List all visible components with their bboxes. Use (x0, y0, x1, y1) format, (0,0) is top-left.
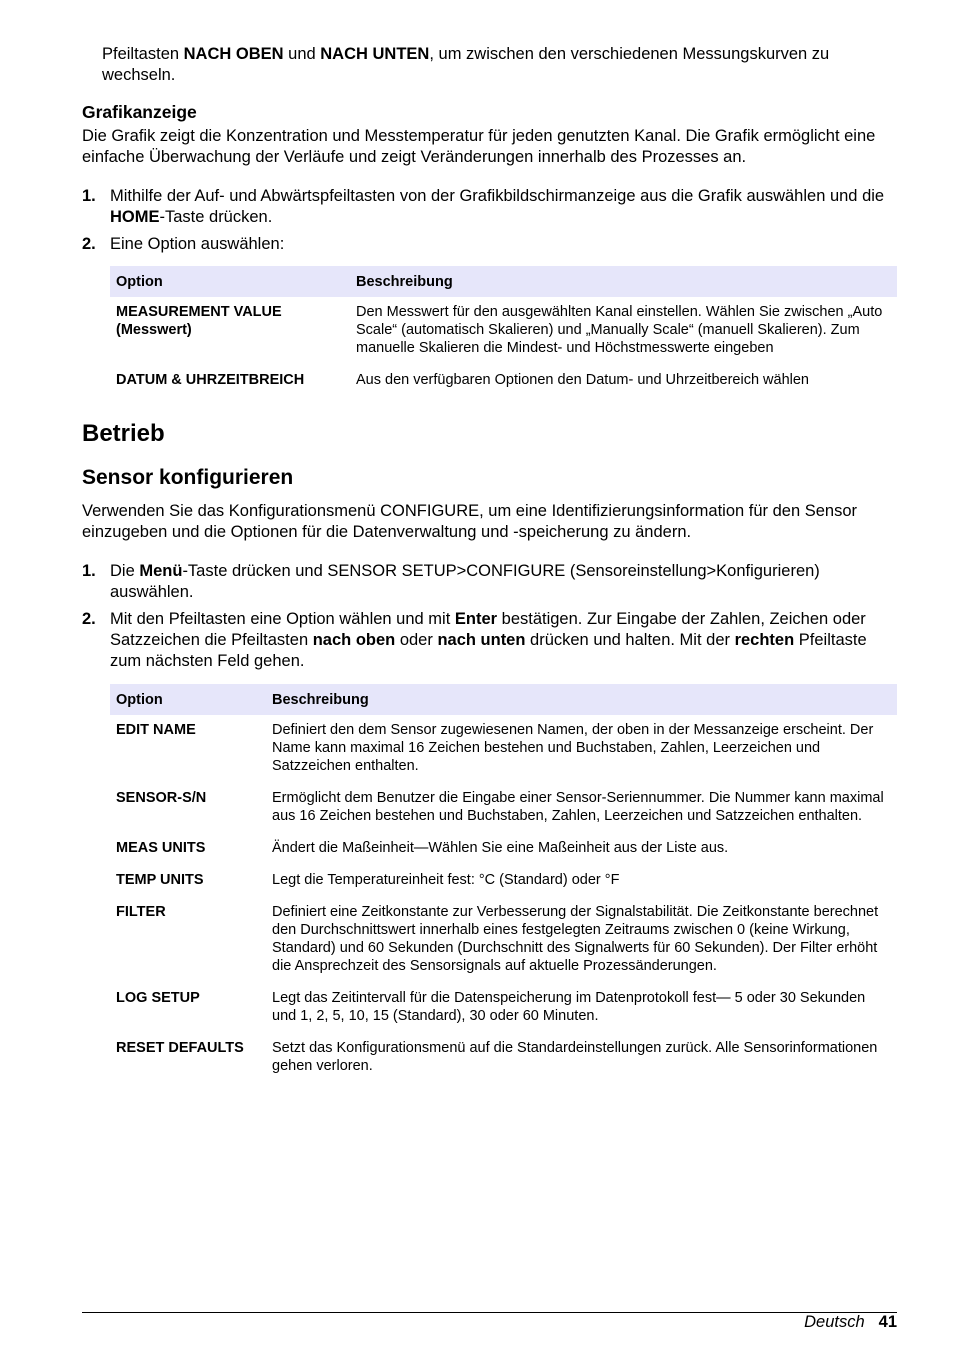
table-row (110, 865, 897, 897)
graph-options-table (110, 266, 897, 397)
page-number: 41 (878, 1313, 897, 1331)
option-cell: SENSOR-S/N (116, 790, 207, 806)
table-header-row (110, 266, 897, 297)
description-cell: Legt die Temperatureinheit fest: °C (Standard) oder °F (272, 872, 620, 888)
description-cell: Den Messwert für den ausgewählten Kanal einstellen. Wählen Sie zwischen „Auto Scale“ (automatisch Skalieren) und „Manually Scale“ (manuell Skalieren). Zum manuelle Skalieren die Mindest- und Höchstmesswerte eingeben (356, 304, 883, 356)
option-cell: MEAS UNITS (116, 840, 206, 856)
step-number: 2. (82, 235, 96, 253)
header-description: Beschreibung (266, 684, 897, 715)
option-cell: DATUM & UHRZEITBREICH (116, 372, 305, 388)
description-cell: Definiert eine Zeitkonstante zur Verbesserung der Signalstabilität. Die Zeitkonstante berechnet den Durchschnittswert innerhalb eines festgelegten Zeitraums zwischen 0 (keine Wirkung, Standard) und 60 Sekunden (Durchschnitt des Signalwerts für 60 Sekunden). Der Filter erhöht die Ansprechzeit des Sensorsignals auf aktuelle Prozessänderungen. (272, 904, 879, 974)
description-cell: Ermöglicht dem Benutzer die Eingabe einer Sensor-Seriennummer. Die Nummer kann maximal aus 16 Zeichen bestehen und Buchstaben, Zahlen, Leerzeichen und Satzzeichen enthalten. (272, 790, 884, 824)
option-cell: FILTER (116, 904, 166, 920)
table-row (110, 983, 897, 1033)
graph-heading: Grafikanzeige (82, 102, 197, 122)
page-footer (804, 1312, 897, 1332)
table-row (110, 715, 897, 783)
option-cell: LOG SETUP (116, 990, 200, 1006)
intro-paragraph: Pfeiltasten NACH OBEN und NACH UNTEN, um zwischen den verschiedenen Messungskurven zu wechseln. (102, 45, 830, 84)
description-cell: Legt das Zeitintervall für die Datenspeicherung im Datenprotokoll fest— 5 oder 30 Sekunden und 1, 2, 5, 10, 15 (Standard), 30 oder 60 Minuten. (272, 990, 866, 1024)
subsection-title: Sensor konfigurieren (82, 466, 294, 489)
option-cell: EDIT NAME (116, 722, 196, 738)
header-description: Beschreibung (350, 266, 897, 297)
table-row (110, 833, 897, 865)
operation-steps (82, 561, 897, 672)
operation-step-2: 2. Mit den Pfeiltasten eine Option wählen und mit Enter bestätigen. Zur Eingabe der Zahlen, Zeichen oder Satzzeichen die Pfeiltasten nach oben oder nach unten drücken und halten. Mit der rechten Pfeiltaste zum nächsten Feld gehen. (82, 610, 867, 670)
description-cell: Aus den verfügbaren Optionen den Datum- und Uhrzeitbereich wählen (356, 372, 809, 388)
table-row (110, 365, 897, 397)
header-option: Option (110, 266, 350, 297)
footer-language: Deutsch (804, 1313, 865, 1331)
step-number: 1. (82, 562, 96, 580)
graph-step-1: 1. Mithilfe der Auf- und Abwärtspfeiltasten von der Grafikbildschirmanzeige aus die Grafik auswählen und die HOME-Taste drücken. (82, 187, 885, 226)
step-number: 2. (82, 610, 96, 628)
operation-step-1: 1. Die Menü-Taste drücken und SENSOR SETUP>CONFIGURE (Sensoreinstellung>Konfigurieren) auswählen. (82, 562, 820, 601)
graph-paragraph: Die Grafik zeigt die Konzentration und Messtemperatur für jeden genutzten Kanal. Die Grafik ermöglicht eine einfache Überwachung der Verläufe und zeigt Veränderungen innerhalb des Prozesses an. (82, 127, 876, 166)
table-row (110, 897, 897, 983)
footer-divider (82, 1312, 897, 1313)
operation-paragraph: Verwenden Sie das Konfigurationsmenü CONFIGURE, um eine Identifizierungsinformation für den Sensor einzugeben und die Optionen für die Datenverwaltung und -speicherung zu ändern. (82, 502, 857, 541)
graph-steps (82, 186, 897, 255)
table-row (110, 1033, 897, 1083)
section-title: Betrieb (82, 420, 165, 447)
header-option: Option (110, 684, 266, 715)
option-cell: TEMP UNITS (116, 872, 204, 888)
description-cell: Ändert die Maßeinheit—Wählen Sie eine Maßeinheit aus der Liste aus. (272, 840, 729, 856)
option-cell: MEASUREMENT VALUE (Messwert) (116, 304, 282, 338)
page-content (82, 44, 897, 1083)
option-cell: RESET DEFAULTS (116, 1040, 244, 1056)
configure-options-table (110, 684, 897, 1083)
table-header-row (110, 684, 897, 715)
description-cell: Setzt das Konfigurationsmenü auf die Standardeinstellungen zurück. Alle Sensorinformationen gehen verloren. (272, 1040, 878, 1074)
table-row (110, 297, 897, 365)
description-cell: Definiert den dem Sensor zugewiesenen Namen, der oben in der Messanzeige erscheint. Der Name kann maximal 16 Zeichen bestehen und Buchstaben, Zahlen, Leerzeichen und Satzzeichen enthalten. (272, 722, 874, 774)
graph-step-2: 2. Eine Option auswählen: (82, 235, 285, 253)
step-number: 1. (82, 187, 96, 205)
table-row (110, 783, 897, 833)
